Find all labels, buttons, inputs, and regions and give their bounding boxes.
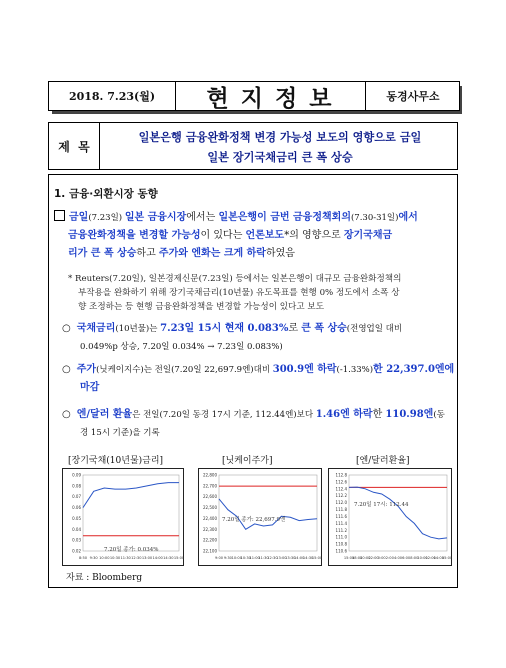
chart1-xtick-1: 9:30 [89,556,98,560]
source-note: 자료 : Bloomberg [66,573,143,583]
intro-t16: 하였음 [265,248,295,259]
chart2-ref-label: 7.20일 종가: 22,697.9엔 [222,517,286,523]
bullet-circle-icon: ○ [62,323,71,334]
intro-t15: 주가와 엔화는 크게 하락 [158,248,266,259]
chart1-ytick-2: 0.07 [72,494,81,500]
b3-f: (동 [433,410,445,420]
chart2-xtick-4: 11:00 [249,556,260,560]
chart3-ytick-5: 111.8 [335,507,347,513]
header-date: 2018. 7.23(월) [49,82,176,110]
intro-t14: 하고 [136,248,159,259]
chart3-xtick-8: 8:00 [410,556,419,560]
bullet-circle-icon: ○ [62,409,71,420]
chart2-ytick-7: 22,100 [203,548,217,554]
b2-f: 마감 [80,382,100,393]
chart3-xtick-4: 0:00 [377,556,386,560]
chart3-xtick-5: 2:00 [385,556,394,560]
b1-a: 국채금리 [76,323,116,334]
b1-c: 7.23일 15시 현재 0.083% [160,323,289,334]
chart3-plot-area [349,475,447,551]
bullet-stocks-line1 [62,361,454,379]
subject-box [48,122,458,170]
chart3-xtick-1: 18:00 [351,556,363,560]
b1-d: 로 [288,323,302,334]
chart3-svg [329,469,451,565]
b2-b: (닛케이지수)는 전일(7.20일 22,697.9엔)대비 [96,365,273,375]
intro-t4: 에서는 [186,212,219,223]
chart2-xtick-5: 11:30 [258,556,269,560]
intro-t12: 장기국채금 [343,230,393,241]
footnote-l2: 부작용을 완화하기 위해 장기국채금리(10년물) 유도목표를 현행 0% 정도에서 소폭 상 [78,288,400,298]
footnote-l1: * Reuters(7.20일), 일본경제신문(7.23일) 등에서는 일본은행이 대규모 금융완화정책의 [68,274,402,284]
chart2-ytick-2: 22,600 [203,494,217,500]
intro-line1 [54,209,454,227]
chart1-xtick-6: 13:00 [141,556,153,560]
chart3-ytick-0: 112.8 [335,472,347,478]
b2-e: 한 22,397.0엔에 [373,364,455,375]
chart2-xtick-2: 10:00 [231,556,242,560]
chart3-ytick-9: 111.0 [335,534,347,540]
chart3 [328,468,452,566]
b3-e: 110.98엔 [385,409,434,420]
chart2-xtick-3: 10:30 [240,556,251,560]
footnote [68,272,456,314]
chart1-series-line [83,483,179,508]
bullet-rates-line1 [62,320,454,338]
chart2-xtick-0: 9:00 [214,556,224,560]
section-heading: 1. 금융·외환시장 동향 [54,188,158,200]
b3-d: 한 [372,409,386,420]
chart3-ytick-10: 110.8 [335,541,347,547]
chart3-ytick-2: 112.4 [335,486,347,492]
chart1-xtick-8: 14:30 [163,556,174,560]
bullet-fx-line1 [62,406,454,424]
chart2-ytick-5: 22,300 [203,526,217,532]
chart1-xtick-7: 14:00 [152,556,163,560]
b3-b: 은 전일(7.20일 동경 17시 기준, 112.44엔)보다 [132,410,316,420]
chart3-xtick-3: 22:00 [368,556,379,560]
intro-paragraph [54,209,454,263]
chart3-ytick-8: 111.2 [335,527,347,533]
chart2-xtick-10: 14:30 [302,556,314,560]
bullet-fx [62,406,454,442]
intro-line2 [54,227,454,245]
b3-c: 1.46엔 하락 [315,409,373,420]
chart3-ref-label: 7.20일 17시: 112.44 [354,502,409,508]
intro-t1: 금일 [69,212,89,223]
b3-a: 엔/달러 환율 [76,409,133,420]
chart2-xtick-11: 15:00 [311,556,323,560]
chart3-xtick-11: 14:00 [433,556,445,560]
b1-b: (10년물)는 [115,324,161,334]
b2-d: (-1.33%) [336,365,374,375]
chart3-ytick-6: 111.6 [335,513,347,519]
chart2-ytick-0: 22,800 [203,472,217,478]
b1-f: (전영업일 대비 [346,324,403,334]
chart1-title: [장기국채(10년물)금리] [68,456,164,466]
bullet-stocks [62,361,454,397]
chart1-xtick-3: 10:30 [109,556,121,560]
subject-line2: 일본 장기국채금리 큰 폭 상승 [207,150,353,164]
b1-g: 0.049%p 상승, 7.20일 0.034% → 7.23일 0.083%) [80,342,283,352]
intro-t9: 이 있다는 [200,230,246,241]
chart1-xtick-4: 11:30 [120,556,131,560]
intro-t8: 금융완화정책을 변경할 가능성 [68,230,201,241]
chart3-xtick-7: 6:00 [402,556,411,560]
bullet-rates [62,320,454,356]
header-office: 동경사무소 [365,82,460,110]
chart2-xtick-7: 13:00 [276,556,287,560]
chart1-ytick-3: 0.06 [72,505,81,511]
chart1-xtick-9: 15:00 [173,556,185,560]
checkbox-icon [54,210,65,221]
intro-t3: 일본 금융시장 [124,212,187,223]
intro-t13: 리가 큰 폭 상승 [68,248,137,259]
chart2-ytick-1: 22,700 [203,483,217,489]
chart3-title: [엔/달러환율] [356,456,410,466]
chart2-ytick-3: 22,500 [203,505,217,511]
chart2-ytick-6: 22,200 [203,537,217,543]
intro-line3 [54,245,454,263]
header-title: 현 지 정 보 [206,85,334,112]
intro-t11: *의 영향으로 [284,230,344,241]
chart1-ytick-7: 0.02 [72,548,81,554]
footnote-l3: 향 조정하는 등 현행 금융완화정책을 변경할 가능성이 있다고 보도 [78,302,324,312]
b2-c: 300.9엔 하락 [272,364,337,375]
subject-label: 제 목 [49,123,100,169]
chart3-ytick-3: 112.2 [335,493,347,499]
b2-a: 주가 [76,364,97,375]
intro-t10: 언론보도 [245,230,285,241]
chart3-xtick-9: 10:00 [417,556,428,560]
b1-e: 큰 폭 상승 [301,323,347,334]
intro-t2: (7.23일) [88,213,125,223]
intro-t6: (7.30-31일) [350,213,399,223]
chart1-plot-area [83,475,179,551]
chart2-title: [닛케이주가] [222,456,273,466]
chart1-ytick-0: 0.09 [72,472,81,478]
chart2-xtick-9: 14:00 [294,556,305,560]
chart3-ytick-11: 110.6 [335,548,347,554]
chart3-ytick-4: 112.0 [335,500,347,506]
chart1-xtick-5: 12:30 [131,556,142,560]
chart2-xtick-8: 13:30 [285,556,296,560]
b3-g: 경 15시 기준)을 기록 [80,428,160,438]
chart2-xtick-6: 12:30 [267,556,278,560]
chart1-ref-label: 7.20일 종가: 0.034% [104,547,159,553]
chart1-ytick-6: 0.03 [72,537,81,543]
chart2-xtick-1: 9:30 [223,556,232,560]
intro-t7: 에서 [398,212,418,223]
chart1-ytick-1: 0.08 [72,483,81,489]
chart3-xtick-6: 4:00 [393,556,403,560]
chart3-xtick-12: 15:00 [441,556,453,560]
chart1-xtick-2: 10:00 [99,556,110,560]
chart1-ytick-4: 0.05 [72,515,81,521]
chart3-xtick-0: 15:00 [343,556,355,560]
chart1-xtick-0: 8:50 [78,556,88,560]
chart3-series-line [349,487,447,539]
chart3-xtick-10: 12:00 [425,556,436,560]
chart3-ytick-7: 111.4 [335,520,347,526]
header-bar [48,81,460,111]
chart3-ytick-1: 112.6 [335,479,347,485]
chart1-ytick-5: 0.04 [72,526,81,532]
subject-line1: 일본은행 금융완화정책 변경 가능성 보도의 영향으로 금일 [138,130,422,144]
chart2-ytick-4: 22,400 [203,515,217,521]
intro-t5: 일본은행이 금번 금융정책회의 [218,212,351,223]
bullet-circle-icon: ○ [62,364,71,375]
chart3-xtick-2: 20:00 [360,556,371,560]
